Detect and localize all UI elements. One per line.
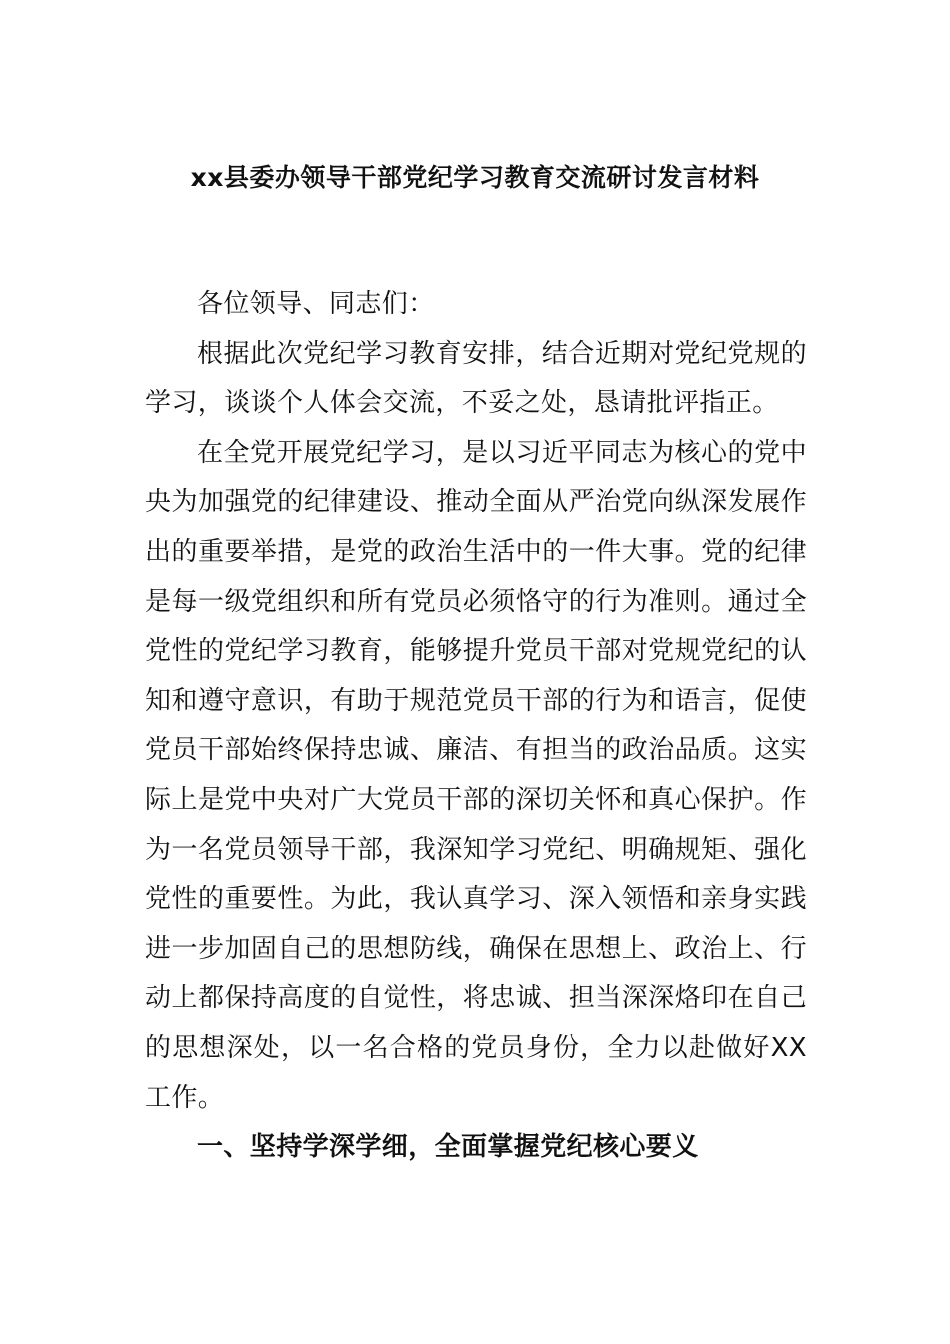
document-title: xx县委办领导干部党纪学习教育交流研讨发言材料	[190, 163, 760, 192]
salutation-paragraph: 各位领导、同志们：	[197, 289, 435, 319]
document-body	[145, 280, 807, 1173]
main-paragraph: 在全党开展党纪学习，是以习近平同志为核心的党中央为加强党的纪律建设、推动全面从严治党向纵深发展作出的重要举措，是党的政治生活中的一件大事。党的纪律是每一级党组织和所有党员必须恪守的行为准则。通过全党性的党纪学习教育，能够提升党员干部对党规党纪的认知和遵守意识，有助于规范党员干部的行为和语言，促使党员干部始终保持忠诚、廉洁、有担当的政治品质。这实际上是党中央对广大党员干部的深切关怀和真心保护。作为一名党员领导干部，我深知学习党纪、明确规矩、强化党性的重要性。为此，我认真学习、深入领悟和亲身实践进一步加固自己的思想防线，确保在思想上、政治上、行动上都保持高度的自觉性，将忠诚、担当深深烙印在自己的思想深处，以一名合格的党员身份，全力以赴做好XX工作。	[145, 437, 807, 1113]
section-heading: 一、坚持学深学细，全面掌握党纪核心要义	[197, 1132, 699, 1163]
intro-paragraph: 根据此次党纪学习教育安排，结合近期对党纪党规的学习，谈谈个人体会交流，不妥之处，恳请批评指正。	[145, 338, 807, 419]
